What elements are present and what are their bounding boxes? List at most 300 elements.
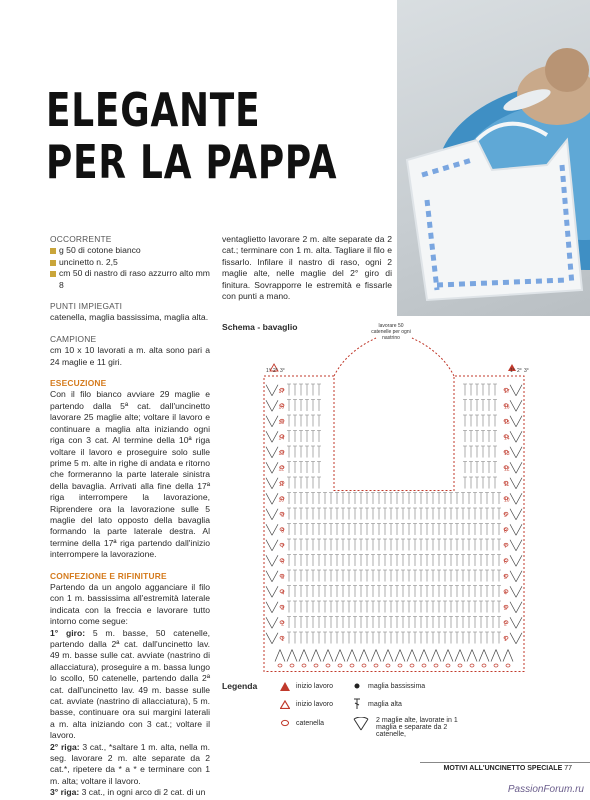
dc-stitch — [475, 400, 479, 412]
dc-stitch — [395, 586, 399, 598]
dc-stitch — [299, 617, 303, 629]
dc-stitch — [293, 446, 297, 458]
dc-stitch — [485, 508, 489, 520]
materials-item: cm 50 di nastro di raso azzurro alto mm 8 — [50, 268, 210, 291]
chart-row-numbers — [266, 368, 529, 643]
fan-stitch — [510, 385, 522, 396]
row-number-left: 4 — [281, 590, 284, 597]
row-number-right: 8 — [504, 528, 507, 535]
legend-item-slip — [352, 682, 425, 690]
dc-stitch — [395, 617, 399, 629]
chain-stitch — [398, 664, 402, 667]
dc-stitch — [473, 570, 477, 582]
dc-stitch — [473, 632, 477, 644]
legend-title: Legenda — [222, 681, 258, 691]
dc-stitch — [299, 508, 303, 520]
fan-stitch — [266, 385, 278, 396]
row-number-right: 16 — [504, 404, 510, 411]
dc-stitch — [467, 539, 471, 551]
dc-stitch — [299, 446, 303, 458]
dc-stitch — [485, 493, 489, 505]
dc-stitch — [341, 632, 345, 644]
dc-stitch — [299, 570, 303, 582]
dc-stitch — [407, 570, 411, 582]
dc-stitch — [305, 508, 309, 520]
fan-icon — [352, 717, 370, 731]
dc-stitch — [365, 539, 369, 551]
fan-stitch — [510, 555, 522, 566]
dc-stitch — [335, 632, 339, 644]
dc-stitch — [481, 462, 485, 474]
bib-photo-illustration — [397, 0, 590, 316]
dc-stitch — [305, 586, 309, 598]
round-label: 2° — [517, 368, 522, 374]
dc-stitch — [431, 617, 435, 629]
dc-stitch — [317, 493, 321, 505]
round-2-text: 3 cat., *saltare 1 m. alta, nella m. seg. lavorare 2 m. alte separate da 2 cat.*, ripetere da * a * e terminare con 1 m. alta; voltare il lavoro. — [50, 741, 210, 786]
dc-stitch — [487, 415, 491, 427]
title-line-2: PER LA PAPPA — [46, 135, 338, 189]
dc-stitch — [485, 632, 489, 644]
dc-stitch — [491, 524, 495, 536]
chain-stitch — [506, 664, 510, 667]
dc-stitch — [353, 632, 357, 644]
dc-stitch — [317, 400, 321, 412]
dc-stitch — [317, 415, 321, 427]
dc-stitch — [305, 400, 309, 412]
points-heading: PUNTI IMPIEGATI — [50, 301, 123, 312]
dc-stitch — [443, 524, 447, 536]
dc-stitch — [467, 617, 471, 629]
round-label: 1° — [266, 368, 271, 374]
dc-stitch — [473, 524, 477, 536]
dc-stitch — [431, 508, 435, 520]
row-number-left: 11 — [278, 481, 284, 488]
dc-stitch — [407, 586, 411, 598]
dc-stitch — [311, 493, 315, 505]
dc-stitch — [347, 570, 351, 582]
dc-stitch — [497, 586, 501, 598]
dc-stitch — [497, 617, 501, 629]
row-number-left: 8 — [281, 528, 284, 535]
dc-stitch — [443, 617, 447, 629]
dc-stitch — [449, 586, 453, 598]
materials-item: uncinetto n. 2,5 — [50, 257, 210, 268]
row-number-right: 12 — [504, 466, 510, 473]
dc-stitch — [419, 539, 423, 551]
dc-stitch — [461, 539, 465, 551]
dc-stitch — [401, 617, 405, 629]
dc-stitch — [347, 508, 351, 520]
dc-stitch — [383, 524, 387, 536]
dc-stitch — [407, 524, 411, 536]
dc-stitch — [293, 539, 297, 551]
dc-stitch — [487, 462, 491, 474]
dc-stitch — [365, 555, 369, 567]
dc-stitch — [389, 570, 393, 582]
dc-stitch — [395, 493, 399, 505]
dc-stitch — [455, 601, 459, 613]
dc-stitch — [299, 462, 303, 474]
dc-stitch — [293, 508, 297, 520]
fan-stitch — [510, 478, 522, 489]
dc-stitch — [413, 632, 417, 644]
fan-stitch — [479, 650, 489, 662]
dc-stitch — [395, 632, 399, 644]
dc-stitch — [365, 601, 369, 613]
dc-stitch — [305, 384, 309, 396]
dc-stitch — [377, 555, 381, 567]
page-title — [46, 84, 337, 188]
round-2 — [50, 742, 210, 788]
slip-stitch-icon — [352, 682, 362, 690]
legend-label: maglia bassissima — [368, 682, 426, 690]
dc-stitch — [401, 601, 405, 613]
dc-stitch — [389, 524, 393, 536]
fan-stitch — [266, 524, 278, 535]
dc-stitch — [493, 446, 497, 458]
page-footer — [444, 765, 572, 772]
dc-stitch — [413, 601, 417, 613]
dc-stitch — [287, 508, 291, 520]
dc-stitch — [305, 601, 309, 613]
dc-stitch — [365, 570, 369, 582]
dc-stitch — [437, 586, 441, 598]
dc-stitch — [287, 617, 291, 629]
bib-photo — [397, 0, 590, 316]
dc-stitch — [431, 601, 435, 613]
dc-stitch — [377, 632, 381, 644]
dc-stitch — [305, 555, 309, 567]
row-number-left: 14 — [278, 435, 284, 442]
dc-stitch — [323, 524, 327, 536]
fan-stitch — [491, 650, 501, 662]
row-number-left: 5 — [281, 574, 284, 581]
row-number-right: 4 — [504, 590, 507, 597]
dc-stitch — [311, 477, 315, 489]
dc-stitch — [437, 570, 441, 582]
dc-stitch — [475, 431, 479, 443]
round-label: 1° — [510, 368, 515, 374]
execution-text: Con il filo bianco avviare 29 maglie e partendo dalla 5ª cat. dall'uncinetto lavorare 25 maglie alte; voltare il lavoro e continuare a maglia alta iniziando ogni riga con 3 cat. Al termine della 10ª riga voltare il lavoro e proseguire solo sulle prime 5 m. alte in righe di andata e ritorno che formeranno la parte laterale sinistra della bavaglia. Arrivati alla fine della 17ª riga interrompere la lavorazione, Riprendere ora la lavorazione sulle 5 maglie del lato opposto della bavaglia formando la parte laterale destra. Al termine della 17ª riga partendo dall'inizio interrompere la lavorazione. — [50, 389, 210, 560]
dc-stitch — [359, 555, 363, 567]
row-number-right: 10 — [504, 497, 510, 504]
right-tie-chain — [412, 338, 454, 376]
fan-stitch — [275, 650, 285, 662]
dc-stitch — [389, 601, 393, 613]
dc-stitch — [455, 524, 459, 536]
dc-stitch — [413, 586, 417, 598]
dc-stitch — [461, 508, 465, 520]
fan-stitch — [266, 493, 278, 504]
dc-stitch — [311, 524, 315, 536]
legend-item-fan — [352, 717, 472, 738]
dc-stitch — [493, 400, 497, 412]
dc-stitch — [329, 586, 333, 598]
fan-stitch — [510, 524, 522, 535]
dc-stitch — [497, 632, 501, 644]
dc-stitch — [461, 586, 465, 598]
row-number-right: 11 — [504, 481, 510, 488]
dc-stitch — [467, 555, 471, 567]
dc-stitch — [329, 524, 333, 536]
dc-stitch — [449, 555, 453, 567]
dc-stitch — [463, 462, 467, 474]
dc-stitch — [293, 477, 297, 489]
dc-stitch — [293, 524, 297, 536]
dc-stitch — [299, 539, 303, 551]
chain-stitch — [374, 664, 378, 667]
dc-stitch — [389, 555, 393, 567]
points-text: catenella, maglia bassissima, maglia alta. — [50, 312, 209, 323]
dc-stitch — [305, 415, 309, 427]
row-number-left: 15 — [278, 419, 284, 426]
dc-stitch — [455, 617, 459, 629]
dc-stitch — [299, 431, 303, 443]
dc-stitch — [473, 493, 477, 505]
dc-stitch — [473, 586, 477, 598]
dc-stitch — [323, 617, 327, 629]
dc-stitch — [461, 524, 465, 536]
row-number-left: 2 — [281, 621, 284, 628]
dc-stitch — [449, 524, 453, 536]
fan-stitch — [510, 493, 522, 504]
dc-stitch — [419, 601, 423, 613]
dc-stitch — [479, 617, 483, 629]
dc-stitch — [469, 446, 473, 458]
fan-stitch — [347, 650, 357, 662]
dc-stitch — [377, 617, 381, 629]
dc-stitch — [481, 431, 485, 443]
chart-body — [264, 338, 524, 672]
dc-stitch — [389, 632, 393, 644]
dc-stitch — [461, 493, 465, 505]
dc-stitch — [497, 570, 501, 582]
dc-stitch — [419, 524, 423, 536]
dc-stitch — [419, 493, 423, 505]
dc-stitch — [353, 570, 357, 582]
chain-stitch — [494, 664, 498, 667]
dc-stitch — [485, 524, 489, 536]
dc-stitch — [329, 570, 333, 582]
dc-stitch — [463, 431, 467, 443]
round-1-label: 1° giro: — [50, 627, 86, 638]
dc-stitch — [413, 570, 417, 582]
dc-stitch — [353, 524, 357, 536]
right-text-column — [222, 234, 392, 302]
dc-stitch — [467, 586, 471, 598]
dc-stitch — [481, 415, 485, 427]
row-number-right: 9 — [504, 512, 507, 519]
dc-stitch — [329, 555, 333, 567]
fan-stitch — [266, 555, 278, 566]
dc-stitch — [449, 617, 453, 629]
dc-stitch — [479, 601, 483, 613]
fan-stitch — [510, 586, 522, 597]
dc-stitch — [293, 632, 297, 644]
dc-stitch — [311, 431, 315, 443]
row-number-left: 7 — [281, 543, 284, 550]
dc-stitch — [335, 586, 339, 598]
dc-stitch — [479, 586, 483, 598]
dc-stitch — [341, 586, 345, 598]
dc-stitch — [479, 508, 483, 520]
dc-stitch — [407, 555, 411, 567]
dc-stitch — [335, 493, 339, 505]
row-number-left: 6 — [281, 559, 284, 566]
dc-stitch — [437, 601, 441, 613]
dc-stitch — [305, 431, 309, 443]
row-number-left: 3 — [281, 605, 284, 612]
dc-stitch — [347, 632, 351, 644]
legend-item-start-2 — [280, 700, 333, 709]
dc-stitch — [437, 617, 441, 629]
dc-stitch — [287, 555, 291, 567]
dc-stitch — [407, 617, 411, 629]
dc-stitch — [463, 446, 467, 458]
dc-stitch — [347, 539, 351, 551]
dc-stitch — [329, 632, 333, 644]
dc-stitch — [371, 586, 375, 598]
dc-stitch — [371, 617, 375, 629]
dc-stitch — [383, 493, 387, 505]
dc-stitch — [463, 415, 467, 427]
materials-item: g 50 di cotone bianco — [50, 245, 210, 256]
dc-stitch — [371, 524, 375, 536]
dc-stitch — [377, 539, 381, 551]
dc-stitch — [413, 524, 417, 536]
dc-stitch — [317, 617, 321, 629]
chain-stitch — [278, 664, 282, 667]
dc-stitch — [299, 524, 303, 536]
row-number-right: 14 — [504, 435, 510, 442]
dc-stitch — [395, 539, 399, 551]
dc-stitch — [419, 586, 423, 598]
dc-stitch — [475, 446, 479, 458]
dc-stitch — [437, 493, 441, 505]
dc-stitch — [377, 524, 381, 536]
dc-stitch — [341, 508, 345, 520]
dc-stitch — [479, 524, 483, 536]
dc-stitch — [359, 570, 363, 582]
fan-stitch — [266, 400, 278, 411]
chain-stitch — [470, 664, 474, 667]
dc-stitch — [479, 555, 483, 567]
dc-stitch — [299, 601, 303, 613]
fan-stitch — [266, 416, 278, 427]
dc-stitch — [347, 524, 351, 536]
fan-stitch — [383, 650, 393, 662]
outline-triangle-icon — [280, 700, 290, 709]
dc-stitch — [311, 539, 315, 551]
round-2-label: 2° riga: — [50, 741, 80, 752]
fan-stitch — [395, 650, 405, 662]
dc-stitch — [317, 570, 321, 582]
dc-stitch — [317, 462, 321, 474]
row-number-right: 1 — [504, 636, 507, 643]
dc-stitch — [475, 384, 479, 396]
dc-stitch — [485, 570, 489, 582]
dc-stitch — [401, 570, 405, 582]
dc-stitch — [293, 384, 297, 396]
dc-stitch — [469, 384, 473, 396]
round-3-label: 3° riga: — [50, 787, 80, 798]
dc-stitch — [473, 617, 477, 629]
dc-stitch — [425, 570, 429, 582]
dc-stitch — [371, 539, 375, 551]
row-number-left: 9 — [281, 512, 284, 519]
dc-stitch — [287, 477, 291, 489]
row-number-left: 12 — [278, 466, 284, 473]
dc-stitch — [449, 570, 453, 582]
dc-stitch — [467, 508, 471, 520]
row-number-left: 17 — [278, 388, 284, 395]
dc-stitch — [305, 632, 309, 644]
dc-stitch — [401, 524, 405, 536]
dc-stitch — [359, 601, 363, 613]
dc-stitch — [401, 632, 405, 644]
left-text-column — [50, 234, 210, 799]
dc-stitch — [287, 601, 291, 613]
dc-stitch — [293, 570, 297, 582]
dc-stitch — [293, 462, 297, 474]
dc-stitch — [491, 586, 495, 598]
dc-stitch — [491, 555, 495, 567]
fan-stitch — [359, 650, 369, 662]
dc-stitch — [431, 586, 435, 598]
dc-stitch — [419, 617, 423, 629]
dc-stitch — [323, 539, 327, 551]
dc-stitch — [467, 493, 471, 505]
dc-stitch — [311, 446, 315, 458]
fan-stitch — [510, 602, 522, 613]
dc-stitch — [479, 493, 483, 505]
dc-stitch — [347, 555, 351, 567]
dc-stitch — [425, 539, 429, 551]
row-number-right: 7 — [504, 543, 507, 550]
dc-stitch — [473, 555, 477, 567]
dc-stitch — [287, 632, 291, 644]
row-number-left: 16 — [278, 404, 284, 411]
gauge-text: cm 10 x 10 lavorati a m. alta sono pari a 24 maglie e 11 giri. — [50, 345, 210, 367]
dc-stitch — [455, 539, 459, 551]
dc-stitch — [449, 508, 453, 520]
dc-stitch — [293, 400, 297, 412]
dc-stitch — [293, 415, 297, 427]
dc-stitch — [323, 570, 327, 582]
fan-stitch — [407, 650, 417, 662]
chain-stitch — [422, 664, 426, 667]
dc-stitch — [443, 586, 447, 598]
dc-stitch — [455, 570, 459, 582]
dc-stitch — [479, 539, 483, 551]
dc-stitch — [493, 462, 497, 474]
dc-stitch — [371, 570, 375, 582]
chain-stitch — [302, 664, 306, 667]
dc-stitch — [323, 601, 327, 613]
round-3-text: 3 cat., in ogni arco di 2 cat. di un — [79, 787, 206, 798]
legend-label: catenella — [296, 719, 325, 727]
fan-stitch — [510, 431, 522, 442]
chain-stitch — [410, 664, 414, 667]
dc-stitch — [395, 508, 399, 520]
dc-stitch — [383, 555, 387, 567]
dc-stitch — [335, 555, 339, 567]
dc-stitch — [293, 493, 297, 505]
dc-stitch — [341, 555, 345, 567]
dc-stitch — [317, 555, 321, 567]
dc-stitch — [299, 493, 303, 505]
